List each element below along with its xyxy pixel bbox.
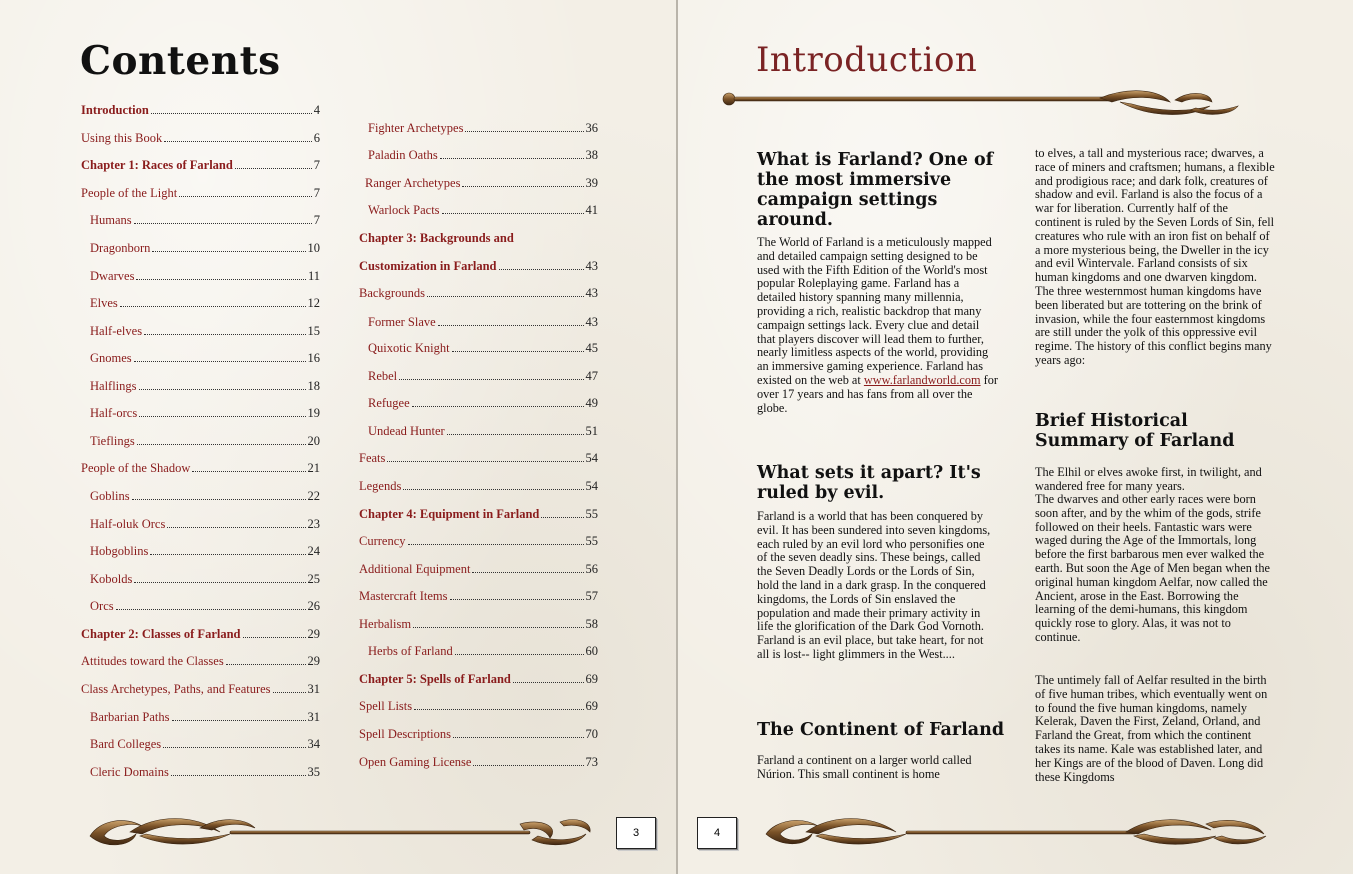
footer-flourish-ornament xyxy=(80,812,610,852)
toc-entry[interactable]: Spell Descriptions 70 xyxy=(359,727,598,741)
toc-entry[interactable]: Kobolds 25 xyxy=(90,572,320,586)
toc-entry[interactable]: Former Slave 43 xyxy=(368,315,598,329)
toc-entry[interactable]: Feats 54 xyxy=(359,451,598,465)
toc-entry[interactable]: Barbarian Paths 31 xyxy=(90,710,320,724)
title-rule-ornament xyxy=(720,84,1245,124)
toc-entry[interactable]: Currency 55 xyxy=(359,534,598,548)
toc-entry[interactable]: Dwarves 11 xyxy=(90,269,320,283)
toc-entry[interactable]: Half-oluk Orcs 23 xyxy=(90,517,320,531)
toc-entry[interactable]: Humans 7 xyxy=(90,213,320,227)
history-paragraph-2: The dwarves and other early races were born soon after, and by the whim of the gods, strife followed on their heels. Fantastic wars were waged during the Age of the Immortals, long before the first barbarous men ever walked the earth. But soon the Age of Men began when the original human kingdom Aelfar, now called the Ancient, arose in the East. Borrowing the learning of the demi-humans, this kingdom quickly rose to glory. Alas, it was not to continue. xyxy=(1035,492,1270,644)
toc-entry[interactable]: Chapter 5: Spells of Farland 69 xyxy=(359,672,598,686)
toc-entry[interactable]: Open Gaming License 73 xyxy=(359,755,598,769)
toc-entry[interactable]: Using this Book 6 xyxy=(81,131,320,145)
toc-entry[interactable]: Goblins 22 xyxy=(90,489,320,503)
what-is-farland-heading: What is Farland? One of the most immersive campaign settings around. xyxy=(757,150,994,230)
toc-entry[interactable]: Warlock Pacts 41 xyxy=(368,203,598,217)
toc-entry[interactable]: Chapter 2: Classes of Farland 29 xyxy=(81,627,320,641)
what-is-text-1: The World of Farland is a meticulously mapped and detailed campaign setting designed to be used with the Fifth Edition of the World's most popular Roleplaying game. Farland has a detailed history spanning many millennia, providing a rich, realistic backdrop that many campaign settings lack. Every clue and detail that players discover will lead them to further, nearly limitless aspects of the world, providing an immersive gaming experience. Farland has existed on the web at xyxy=(757,235,992,387)
sets-apart-paragraph: Farland is a world that has been conquered by evil. It has been sundered into seven kingdoms, each ruled by an evil lord who personifies one of the seven deadly sins. These beings, called the Seven Deadly Lords or the Lords of Sin, hold the land in a dark grasp. In the conquered kingdoms, the Lords of Sin enslaved the population and made their primary activity in life the glorification of the Dark God Vornoth. Farland is an evil place, but take heart, for not all is lost-- light glimmers in the West.... xyxy=(757,509,991,661)
continent-heading: The Continent of Farland xyxy=(757,720,1005,740)
farlandworld-link[interactable]: www.farlandworld.com xyxy=(863,372,981,387)
page-number: 3 xyxy=(616,817,656,849)
toc-entry[interactable]: Hobgoblins 24 xyxy=(90,544,320,558)
toc-entry[interactable]: Rebel 47 xyxy=(368,369,598,383)
toc-entry[interactable]: Halflings 18 xyxy=(90,379,320,393)
history-paragraph-1: The Elhil or elves awoke first, in twilight, and wandered free for many years. xyxy=(1035,465,1262,493)
toc-entry[interactable]: Gnomes 16 xyxy=(90,351,320,365)
toc-entry[interactable]: Quixotic Knight 45 xyxy=(368,341,598,355)
introduction-title: Introduction xyxy=(756,40,978,80)
toc-entry[interactable]: Orcs 26 xyxy=(90,599,320,613)
page-number: 4 xyxy=(697,817,737,849)
toc-entry[interactable]: Legends 54 xyxy=(359,479,598,493)
toc-entry[interactable]: People of the Light 7 xyxy=(81,186,320,200)
what-is-text-2: for over 17 years and has fans from all over the globe. xyxy=(757,372,998,415)
history-paragraph-3: The untimely fall of Aelfar resulted in the birth of five human tribes, which eventually went on to found the five human kingdoms, namely Kelerak, Daven the First, Zeland, Orland, and Farland the Great, from which the continent takes its name. Kale was established later, and her Kings are of the blood of Daven. Long did these Kingdoms xyxy=(1035,673,1268,784)
toc-entry[interactable]: People of the Shadow 21 xyxy=(81,461,320,475)
toc-entry[interactable]: Customization in Farland 43 xyxy=(359,259,598,273)
toc-entry[interactable]: Half-elves 15 xyxy=(90,324,320,338)
toc-entry[interactable]: Paladin Oaths 38 xyxy=(368,148,598,162)
toc-entry[interactable]: Chapter 4: Equipment in Farland 55 xyxy=(359,507,598,521)
sets-apart-heading: What sets it apart? It's ruled by evil. xyxy=(757,463,981,503)
toc-entry[interactable]: Dragonborn 10 xyxy=(90,241,320,255)
continent-continued-paragraph: to elves, a tall and mysterious race; dwarves, a race of miners and craftsmen; humans, a flexible and prodigious race; and dark folk, creatures of shadow and evil. Farland is also the focus of a war for liberation. Currently half of the continent is ruled by the Seven Lords of Sin, fell creatures who rule with an iron fist on behalf of a more mysterious being, the Dweller in the icy and evil Wintervale. Farland consists of six human kingdoms and one dwarven kingdom. The three westernmost human kingdoms have been liberated but are tottering on the brink of invasion, while the four easternmost kingdoms are still under the yolk of this oppressive evil regime. The history of this conflict begins many years ago: xyxy=(1035,146,1275,367)
toc-entry[interactable]: Introduction 4 xyxy=(81,103,320,117)
toc-entry[interactable]: Chapter 3: Backgrounds and xyxy=(359,231,514,245)
what-is-farland-paragraph xyxy=(757,236,999,415)
toc-entry[interactable]: Chapter 1: Races of Farland 7 xyxy=(81,158,320,172)
toc-entry[interactable]: Cleric Domains 35 xyxy=(90,765,320,779)
continent-paragraph: Farland a continent on a larger world called Núrion. This small continent is home xyxy=(757,753,972,781)
toc-entry[interactable]: Bard Colleges 34 xyxy=(90,737,320,751)
historical-summary-heading: Brief Historical Summary of Farland xyxy=(1035,411,1235,451)
toc-entry[interactable]: Backgrounds 43 xyxy=(359,286,598,300)
toc-entry[interactable]: Additional Equipment 56 xyxy=(359,562,598,576)
toc-entry[interactable]: Mastercraft Items 57 xyxy=(359,589,598,603)
toc-entry[interactable]: Tieflings 20 xyxy=(90,434,320,448)
toc-entry[interactable]: Herbalism 58 xyxy=(359,617,598,631)
toc-entry[interactable]: Ranger Archetypes 39 xyxy=(365,176,598,190)
toc-entry[interactable]: Half-orcs 19 xyxy=(90,406,320,420)
toc-entry[interactable]: Fighter Archetypes 36 xyxy=(368,121,598,135)
contents-page xyxy=(0,0,676,874)
toc-entry[interactable]: Undead Hunter 51 xyxy=(368,424,598,438)
toc-entry[interactable]: Spell Lists 69 xyxy=(359,699,598,713)
toc-entry[interactable]: Attitudes toward the Classes 29 xyxy=(81,654,320,668)
footer-flourish-ornament xyxy=(756,812,1281,852)
toc-entry[interactable]: Elves 12 xyxy=(90,296,320,310)
contents-title: Contents xyxy=(80,38,281,84)
toc-entry[interactable]: Refugee 49 xyxy=(368,396,598,410)
toc-entry[interactable]: Class Archetypes, Paths, and Features 31 xyxy=(81,682,320,696)
toc-entry[interactable]: Herbs of Farland 60 xyxy=(368,644,598,658)
